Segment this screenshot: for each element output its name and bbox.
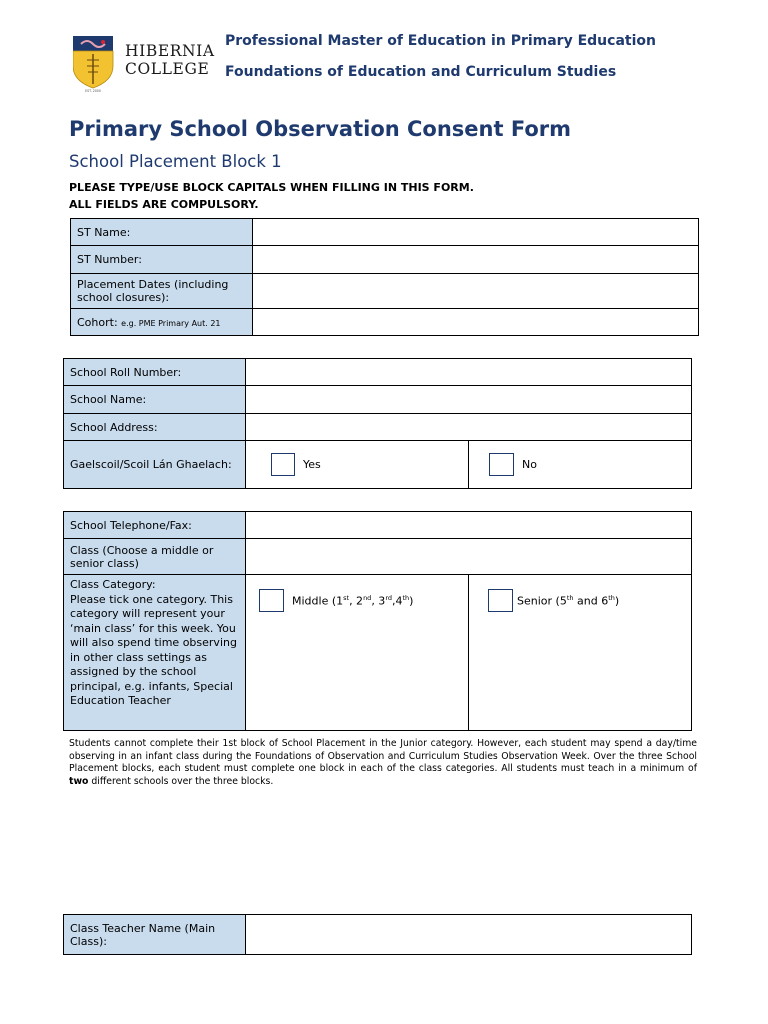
middle-checkbox[interactable] bbox=[259, 589, 284, 612]
svg-text:EST. 2000: EST. 2000 bbox=[85, 89, 101, 92]
st-name-label: ST Name: bbox=[71, 219, 253, 246]
logo-text-college: COLLEGE bbox=[125, 60, 210, 78]
gaelscoil-no-label: No bbox=[522, 458, 537, 471]
st-name-field[interactable] bbox=[253, 219, 699, 246]
class-category-heading: Class Category: bbox=[70, 578, 156, 591]
student-details-table bbox=[70, 218, 699, 336]
gaelscoil-label: Gaelscoil/Scoil Lán Ghaelach: bbox=[64, 441, 246, 489]
placement-dates-label: Placement Dates (including school closures): bbox=[71, 274, 253, 309]
st-number-label: ST Number: bbox=[71, 246, 253, 274]
st-number-field[interactable] bbox=[253, 246, 699, 274]
school-address-field[interactable] bbox=[246, 414, 692, 441]
telephone-field[interactable] bbox=[246, 512, 692, 539]
teacher-name-field[interactable] bbox=[246, 915, 692, 955]
teacher-name-label: Class Teacher Name (Main Class): bbox=[64, 915, 246, 955]
form-title: Primary School Observation Consent Form bbox=[69, 117, 572, 141]
instruction-compulsory: ALL FIELDS ARE COMPULSORY. bbox=[69, 198, 259, 211]
programme-title: Professional Master of Education in Primary Education bbox=[225, 33, 656, 49]
telephone-label: School Telephone/Fax: bbox=[64, 512, 246, 539]
middle-option-cell bbox=[246, 575, 469, 731]
gaelscoil-no-checkbox[interactable] bbox=[489, 453, 514, 476]
gaelscoil-yes-label: Yes bbox=[303, 458, 321, 471]
class-teacher-table bbox=[63, 914, 692, 955]
gaelscoil-yes-checkbox[interactable] bbox=[271, 453, 295, 476]
placement-note: Students cannot complete their 1st block of School Placement in the Junior category. However, each student may spend a day/time observing in an infant class during the Foundations of Observation and Curriculum Studies Observation Week. Over the three School Placement blocks, each student must complete one block in each of the class categories. All students must teach in a minimum of two different schools over the three blocks. bbox=[69, 738, 697, 787]
logo-text-hibernia: HIBERNIA bbox=[125, 42, 215, 60]
class-details-table bbox=[63, 511, 692, 731]
school-name-label: School Name: bbox=[64, 386, 246, 414]
class-choice-field[interactable] bbox=[246, 539, 692, 575]
class-category-help: Please tick one category. This category will represent your ‘main class’ for this week. You will also spend time observing in other class settings as assigned by the school principal, e.g. infants, Special Education Teacher bbox=[70, 592, 237, 707]
note-emphasis: two bbox=[69, 775, 89, 787]
crest-icon bbox=[73, 36, 117, 92]
cohort-label-text: Cohort: bbox=[77, 315, 118, 329]
form-subtitle: School Placement Block 1 bbox=[69, 152, 282, 171]
school-name-field[interactable] bbox=[246, 386, 692, 414]
college-logo bbox=[73, 36, 213, 94]
gaelscoil-no-cell bbox=[469, 441, 692, 489]
placement-dates-field[interactable] bbox=[253, 274, 699, 309]
senior-label: Senior (5th and 6th) bbox=[517, 593, 620, 608]
senior-option-cell bbox=[469, 575, 692, 731]
school-address-label: School Address: bbox=[64, 414, 246, 441]
gaelscoil-yes-cell bbox=[246, 441, 469, 489]
middle-label: Middle (1st, 2nd, 3rd,4th) bbox=[292, 593, 414, 608]
roll-number-field[interactable] bbox=[246, 359, 692, 386]
school-details-table bbox=[63, 358, 692, 489]
senior-checkbox[interactable] bbox=[488, 589, 513, 612]
roll-number-label: School Roll Number: bbox=[64, 359, 246, 386]
cohort-label bbox=[71, 309, 253, 336]
cohort-example: e.g. PME Primary Aut. 21 bbox=[121, 318, 221, 328]
class-category-label bbox=[64, 575, 246, 731]
instruction-block-capitals: PLEASE TYPE/USE BLOCK CAPITALS WHEN FILLING IN THIS FORM. bbox=[69, 181, 474, 194]
class-choice-label: Class (Choose a middle or senior class) bbox=[64, 539, 246, 575]
cohort-field[interactable] bbox=[253, 309, 699, 336]
module-title: Foundations of Education and Curriculum Studies bbox=[225, 64, 617, 80]
